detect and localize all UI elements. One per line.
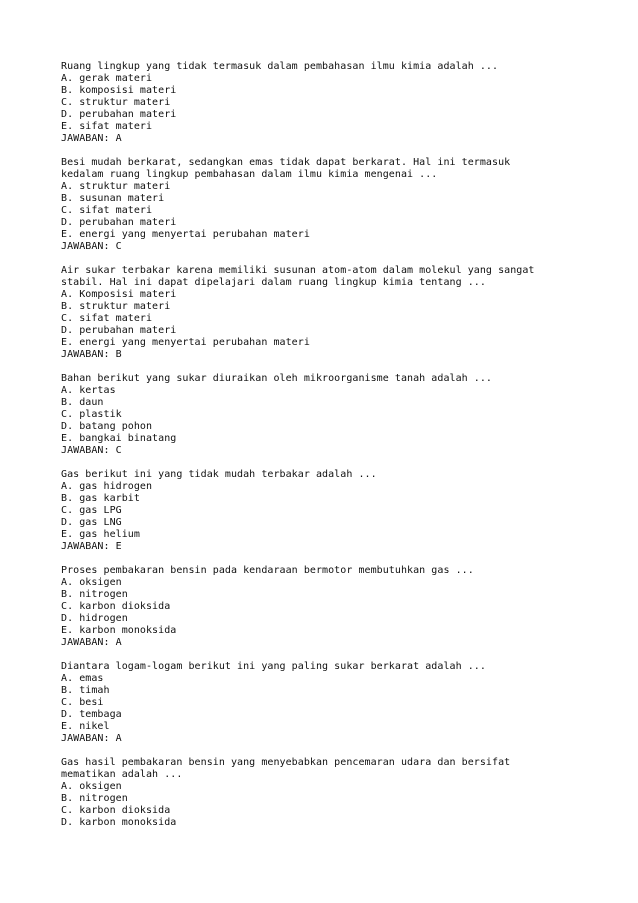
answer-option: A. Komposisi materi: [61, 289, 177, 300]
answer-option: A. emas: [61, 673, 104, 684]
answer-option: A. gas hidrogen: [61, 481, 153, 492]
question-text: Gas hasil pembakaran bensin yang menyebabkan pencemaran udara dan bersifat: [61, 757, 511, 768]
answer-option: B. timah: [61, 685, 110, 696]
answer-option: E. energi yang menyertai perubahan materi: [61, 337, 310, 348]
answer-option: D. perubahan materi: [61, 325, 177, 336]
answer-option: B. nitrogen: [61, 589, 128, 600]
answer-option: E. bangkai binatang: [61, 433, 177, 444]
question-list: [61, 61, 601, 841]
answer-key: JAWABAN: E: [61, 541, 122, 552]
question-text: Gas berikut ini yang tidak mudah terbakar adalah ...: [61, 469, 377, 480]
question-block: [61, 757, 601, 829]
answer-option: B. nitrogen: [61, 793, 128, 804]
answer-option: B. daun: [61, 397, 104, 408]
answer-key: JAWABAN: A: [61, 733, 122, 744]
answer-option: C. gas LPG: [61, 505, 122, 516]
answer-option: A. gerak materi: [61, 73, 153, 84]
answer-option: C. karbon dioksida: [61, 601, 171, 612]
answer-option: B. gas karbit: [61, 493, 140, 504]
answer-key: JAWABAN: A: [61, 637, 122, 648]
question-text: stabil. Hal ini dapat dipelajari dalam ruang lingkup kimia tentang ...: [61, 277, 486, 288]
question-text: mematikan adalah ...: [61, 769, 183, 780]
answer-option: D. tembaga: [61, 709, 122, 720]
answer-option: B. struktur materi: [61, 301, 171, 312]
answer-option: C. sifat materi: [61, 205, 153, 216]
answer-option: D. batang pohon: [61, 421, 153, 432]
answer-key: JAWABAN: C: [61, 241, 122, 252]
question-block: [61, 565, 601, 649]
answer-option: B. susunan materi: [61, 193, 165, 204]
question-text: Besi mudah berkarat, sedangkan emas tidak dapat berkarat. Hal ini termasuk: [61, 157, 511, 168]
answer-option: E. nikel: [61, 721, 110, 732]
answer-option: E. sifat materi: [61, 121, 153, 132]
question-block: [61, 265, 601, 361]
answer-option: C. sifat materi: [61, 313, 153, 324]
question-block: [61, 469, 601, 553]
answer-option: C. besi: [61, 697, 104, 708]
question-block: [61, 61, 601, 145]
answer-option: A. struktur materi: [61, 181, 171, 192]
answer-option: D. karbon monoksida: [61, 817, 177, 828]
answer-option: D. hidrogen: [61, 613, 128, 624]
question-block: [61, 373, 601, 457]
answer-option: A. oksigen: [61, 781, 122, 792]
answer-option: E. energi yang menyertai perubahan materi: [61, 229, 310, 240]
answer-key: JAWABAN: C: [61, 445, 122, 456]
answer-option: D. perubahan materi: [61, 217, 177, 228]
question-block: [61, 661, 601, 745]
question-text: Proses pembakaran bensin pada kendaraan bermotor membutuhkan gas ...: [61, 565, 474, 576]
question-block: [61, 157, 601, 253]
question-text: Ruang lingkup yang tidak termasuk dalam pembahasan ilmu kimia adalah ...: [61, 61, 499, 72]
answer-option: C. plastik: [61, 409, 122, 420]
question-text: Air sukar terbakar karena memiliki susunan atom-atom dalam molekul yang sangat: [61, 265, 535, 276]
answer-key: JAWABAN: A: [61, 133, 122, 144]
answer-option: A. oksigen: [61, 577, 122, 588]
answer-key: JAWABAN: B: [61, 349, 122, 360]
answer-option: A. kertas: [61, 385, 116, 396]
answer-option: C. karbon dioksida: [61, 805, 171, 816]
answer-option: E. karbon monoksida: [61, 625, 177, 636]
question-text: Bahan berikut yang sukar diuraikan oleh mikroorganisme tanah adalah ...: [61, 373, 493, 384]
answer-option: D. perubahan materi: [61, 109, 177, 120]
answer-option: E. gas helium: [61, 529, 140, 540]
answer-option: B. komposisi materi: [61, 85, 177, 96]
answer-option: C. struktur materi: [61, 97, 171, 108]
question-text: Diantara logam-logam berikut ini yang paling sukar berkarat adalah ...: [61, 661, 486, 672]
question-text: kedalam ruang lingkup pembahasan dalam ilmu kimia mengenai ...: [61, 169, 438, 180]
answer-option: D. gas LNG: [61, 517, 122, 528]
